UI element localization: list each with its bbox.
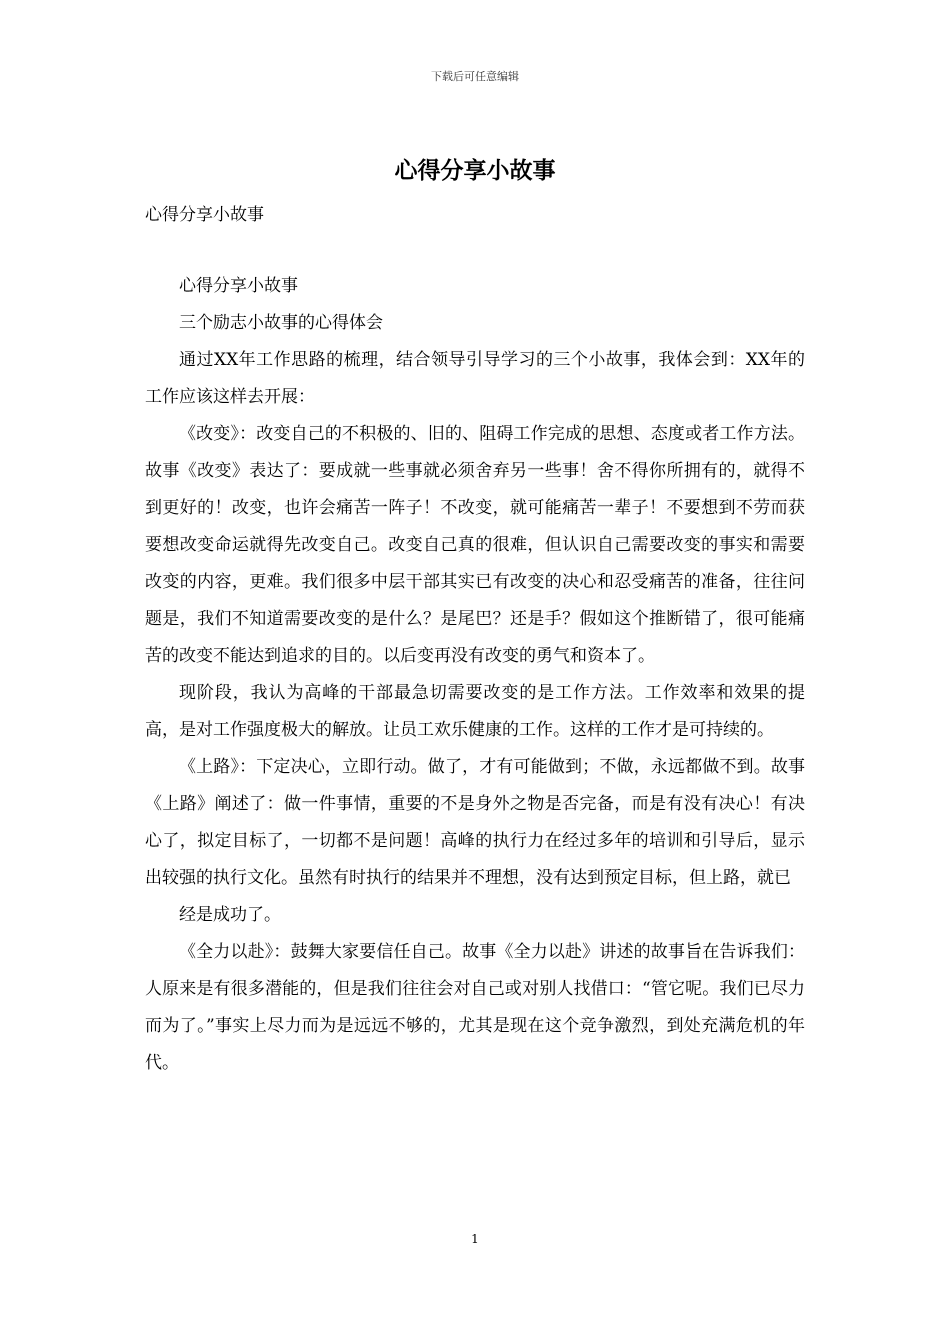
document-subtitle: 心得分享小故事 xyxy=(145,205,264,225)
paragraph: 经是成功了。 xyxy=(179,905,281,925)
paragraph: 三个励志小故事的心得体会 xyxy=(179,313,383,333)
paragraph: 现阶段，我认为高峰的干部最急切需要改变的是工作方法。工作效率和效果的提高，是对工作强度极大的解放。让员工欢乐健康的工作。这样的工作才是可持续的。 xyxy=(145,683,805,740)
document-body xyxy=(145,268,805,1082)
paragraph: 《全力以赴》：鼓舞大家要信任自己。故事《全力以赴》讲述的故事旨在告诉我们：人原来是有很多潜能的，但是我们往往会对自己或对别人找借口：“管它呢。我们已尽力而为了。”事实上尽力而为是远远不够的，尤其是现在这个竞争激烈，到处充满危机的年代。 xyxy=(145,942,805,1073)
paragraph: 通过XX年工作思路的梳理，结合领导引导学习的三个小故事，我体会到：XX年的工作应该这样去开展： xyxy=(145,350,805,407)
page-header: 下载后可任意编辑 xyxy=(431,70,519,83)
document-title: 心得分享小故事 xyxy=(394,157,556,184)
paragraph: 《改变》：改变自己的不积极的、旧的、阻碍工作完成的思想、态度或者工作方法。故事《改变》表达了：要成就一些事就必须舍弃另一些事！舍不得你所拥有的，就得不到更好的！改变，也许会痛苦一阵子！不改变，就可能痛苦一辈子！不要想到不劳而获要想改变命运就得先改变自己。改变自己真的很难，但认识自己需要改变的事实和需要改变的内容，更难。我们很多中层干部其实已有改变的决心和忍受痛苦的准备，往往问题是，我们不知道需要改变的是什么？是尾巴？还是手？假如这个推断错了，很可能痛苦的改变不能达到追求的目的。以后变再没有改变的勇气和资本了。 xyxy=(145,424,805,666)
paragraph: 《上路》：下定决心，立即行动。做了，才有可能做到；不做，永远都做不到。故事《上路》阐述了：做一件事情，重要的不是身外之物是否完备，而是有没有决心！有决心了，拟定目标了，一切都不是问题！高峰的执行力在经过多年的培训和引导后，显示出较强的执行文化。虽然有时执行的结果并不理想，没有达到预定目标，但上路，就已 xyxy=(145,757,805,888)
page-number: 1 xyxy=(471,1232,479,1246)
paragraph: 心得分享小故事 xyxy=(179,276,298,296)
